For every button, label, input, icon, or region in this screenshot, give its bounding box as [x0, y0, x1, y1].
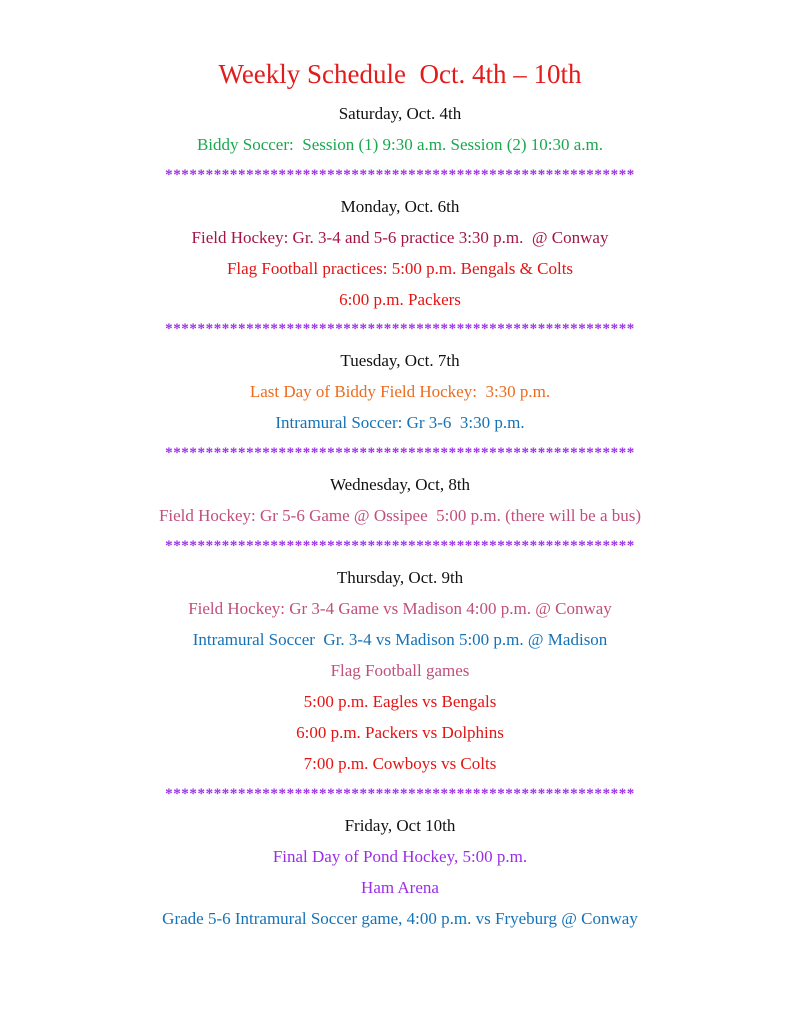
event-intramural-soccer-madison: Intramural Soccer Gr. 3-4 vs Madison 5:00 p.m. @ Madison — [192, 630, 608, 649]
day-heading-monday: Monday, Oct. 6th — [340, 197, 460, 216]
event-intramural-soccer: Intramural Soccer: Gr 3-6 3:30 p.m. — [275, 413, 525, 432]
event-cowboys-vs-colts: 7:00 p.m. Cowboys vs Colts — [303, 754, 497, 773]
event-packers-practice: 6:00 p.m. Packers — [339, 290, 461, 309]
day-heading-tuesday: Tuesday, Oct. 7th — [340, 351, 460, 370]
day-heading-wednesday: Wednesday, Oct, 8th — [329, 475, 471, 494]
event-eagles-vs-bengals: 5:00 p.m. Eagles vs Bengals — [303, 692, 497, 711]
event-biddy-soccer: Biddy Soccer: Session (1) 9:30 a.m. Session (2) 10:30 a.m. — [196, 135, 604, 154]
section-separator: ********************************************************** — [165, 321, 635, 337]
event-packers-vs-dolphins: 6:00 p.m. Packers vs Dolphins — [296, 723, 504, 742]
event-field-hockey-practice: Field Hockey: Gr. 3-4 and 5-6 practice 3:30 p.m. @ Conway — [191, 228, 609, 247]
event-field-hockey-madison-game: Field Hockey: Gr 3-4 Game vs Madison 4:00 p.m. @ Conway — [188, 599, 612, 618]
section-separator: ********************************************************** — [165, 167, 635, 183]
page-title: Weekly Schedule Oct. 4th – 10th — [218, 59, 582, 89]
event-field-hockey-ossipee-game: Field Hockey: Gr 5-6 Game @ Ossipee 5:00 p.m. (there will be a bus) — [158, 506, 642, 525]
event-grade-5-6-soccer-fryeburg: Grade 5-6 Intramural Soccer game, 4:00 p.m. vs Fryeburg @ Conway — [162, 909, 638, 928]
event-flag-football-games: Flag Football games — [330, 661, 470, 680]
event-flag-football-practices: Flag Football practices: 5:00 p.m. Bengals & Colts — [226, 259, 574, 278]
day-heading-thursday: Thursday, Oct. 9th — [336, 568, 464, 587]
day-heading-saturday: Saturday, Oct. 4th — [338, 104, 462, 123]
event-ham-arena: Ham Arena — [361, 878, 439, 897]
day-heading-friday: Friday, Oct 10th — [344, 816, 456, 835]
section-separator: ********************************************************** — [165, 538, 635, 554]
event-final-day-pond-hockey: Final Day of Pond Hockey, 5:00 p.m. — [272, 847, 528, 866]
event-last-day-biddy-field-hockey: Last Day of Biddy Field Hockey: 3:30 p.m. — [249, 382, 551, 401]
section-separator: ********************************************************** — [165, 786, 635, 802]
section-separator: ********************************************************** — [165, 445, 635, 461]
